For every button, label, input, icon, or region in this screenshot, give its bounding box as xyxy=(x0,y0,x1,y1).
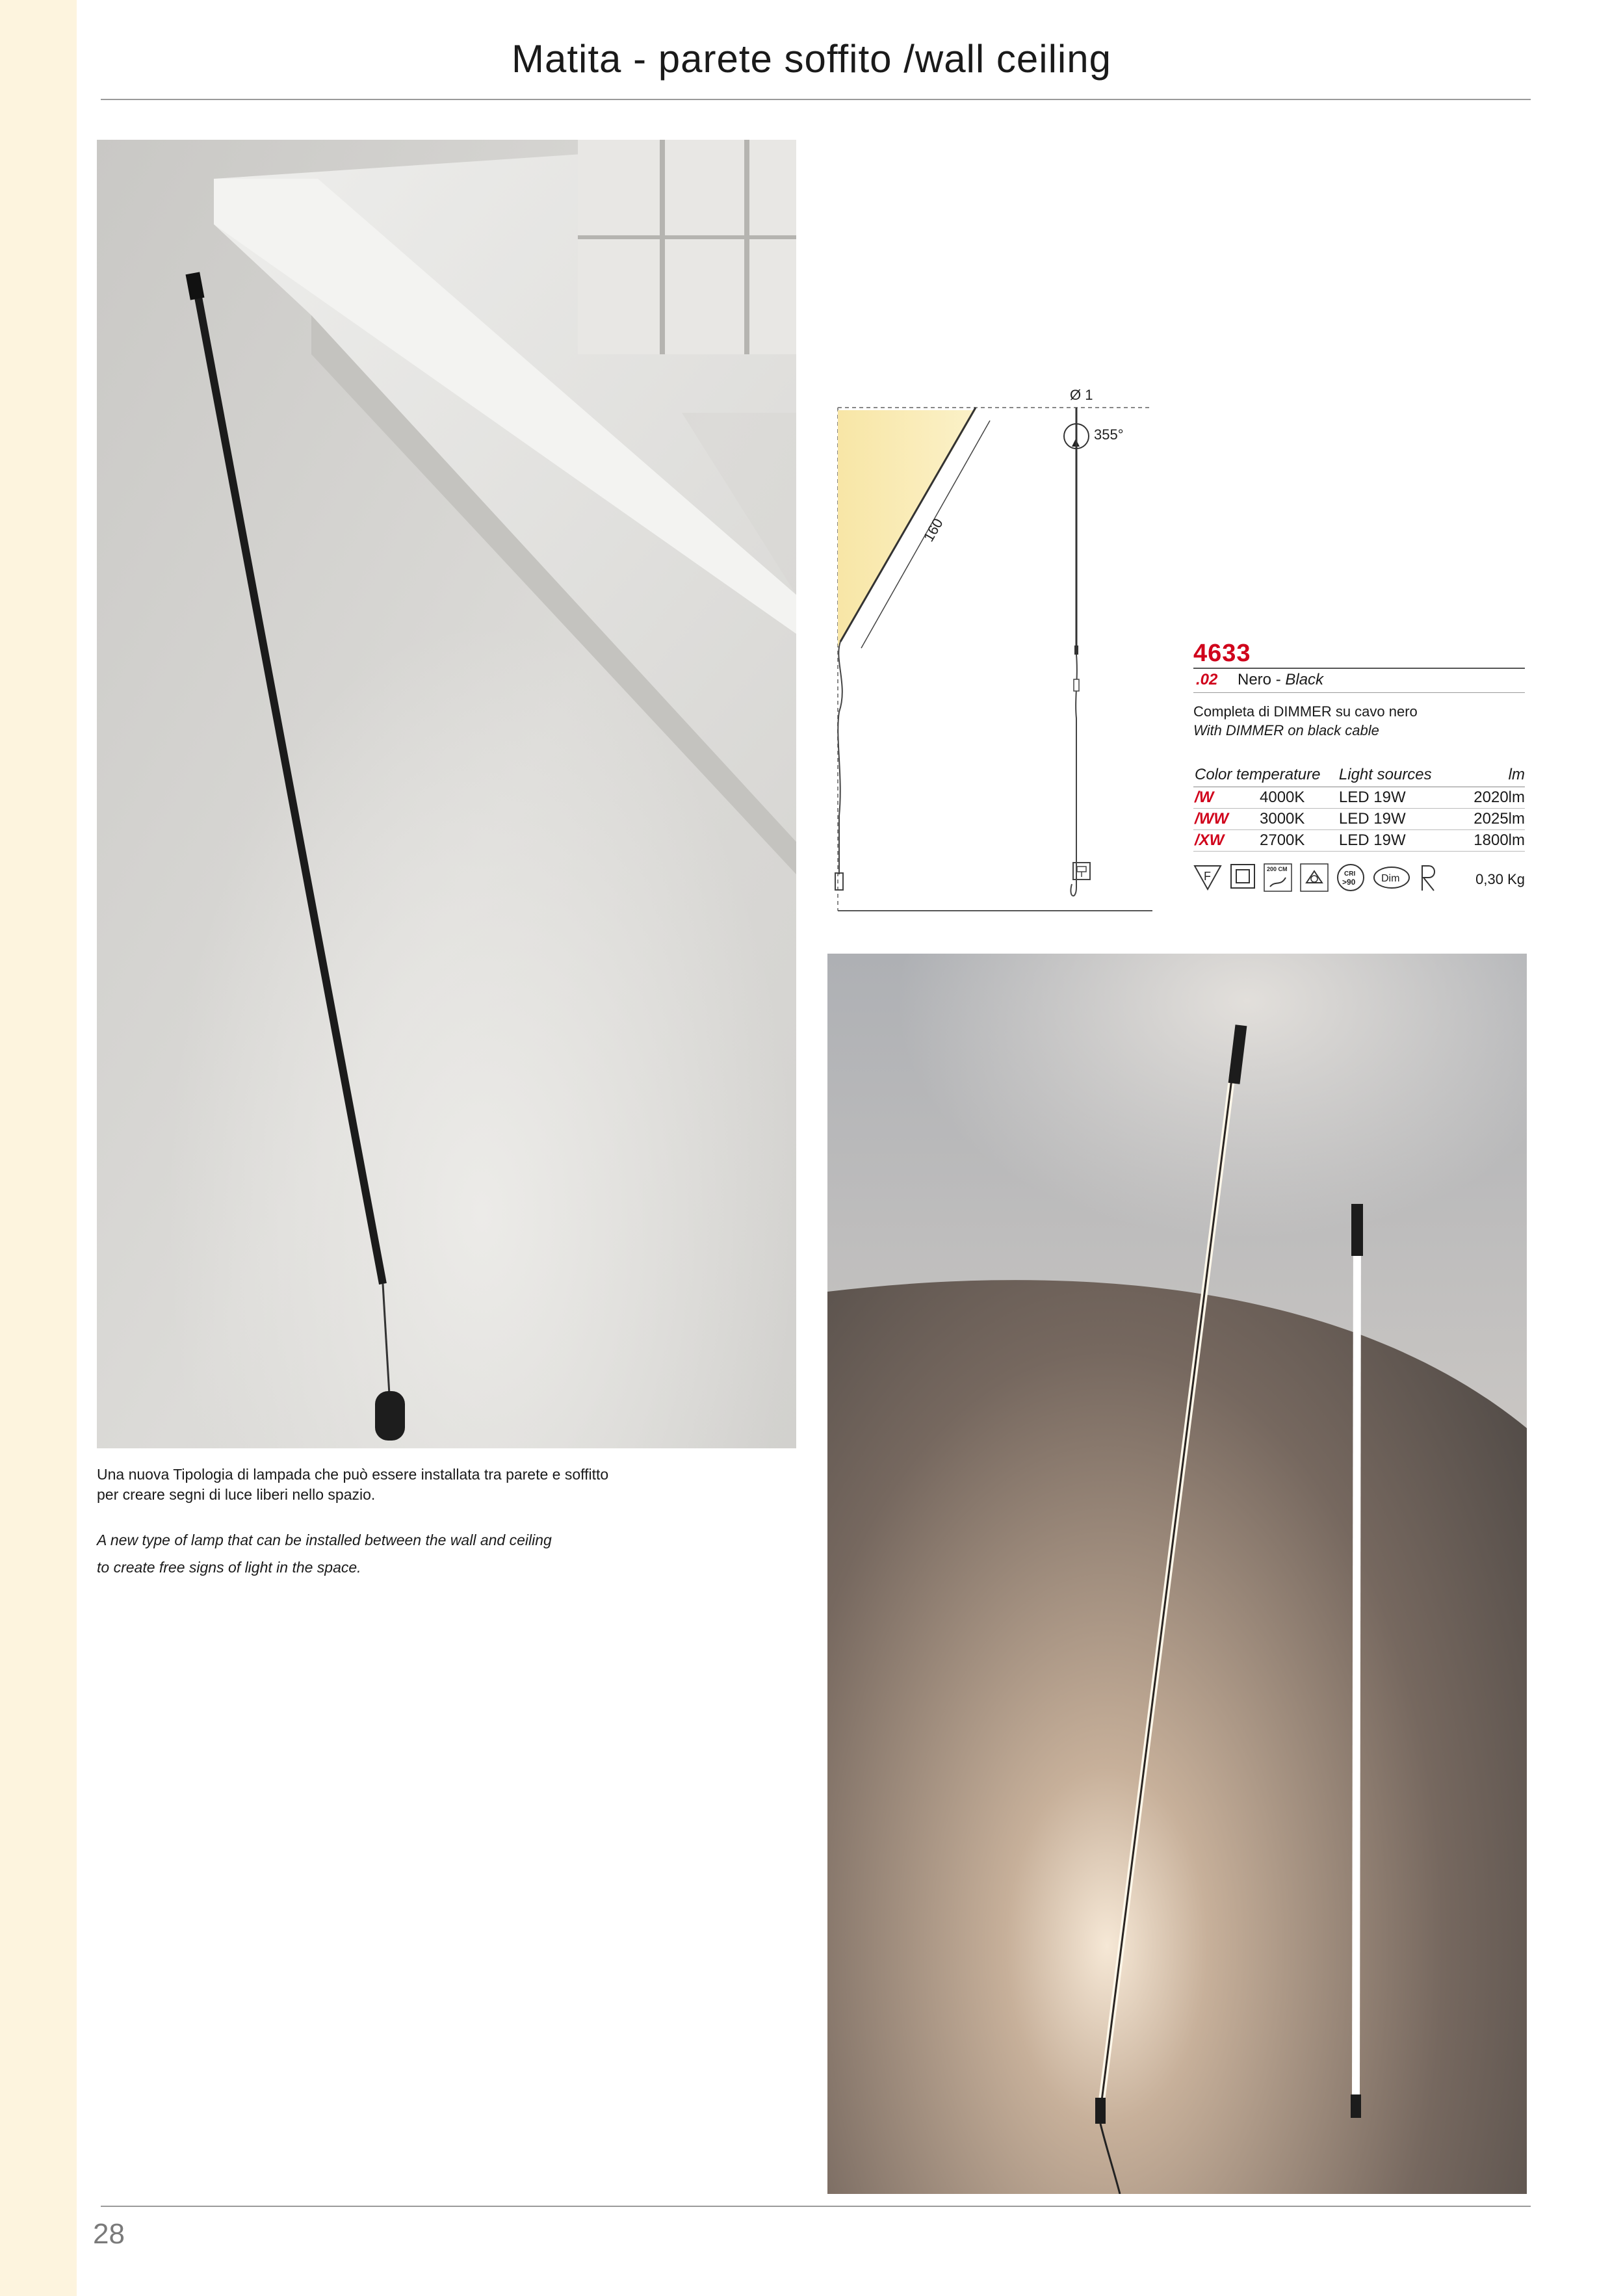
spec-table-header xyxy=(1193,766,1525,787)
description-italian xyxy=(97,1465,747,1505)
dimmable-text: Dim xyxy=(1381,873,1400,884)
product-photo-lit xyxy=(827,954,1527,2194)
cri-icon xyxy=(1336,863,1365,892)
page-number: 28 xyxy=(93,2218,125,2250)
title-subtitle: - parete soffito /wall ceiling xyxy=(621,37,1111,81)
row-source: LED 19W xyxy=(1338,787,1458,809)
header-rule xyxy=(101,99,1531,100)
driver-icon xyxy=(1420,863,1439,892)
description-it-line-2: per creare segni di luce liberi nello spazio. xyxy=(97,1486,376,1503)
length-dimension: 160 xyxy=(920,515,946,545)
variant-name xyxy=(1238,671,1323,689)
cri-value: >90 xyxy=(1342,878,1356,887)
table-row xyxy=(1193,830,1525,852)
cri-label: CRI xyxy=(1344,870,1356,878)
row-suffix: /WW xyxy=(1193,809,1258,830)
variant-name-en: Black xyxy=(1285,671,1324,688)
product-code: 4633 xyxy=(1193,640,1251,667)
product-spec xyxy=(1193,640,1525,896)
row-temp: 3000K xyxy=(1258,809,1338,830)
title-brand: Matita xyxy=(512,37,622,81)
description-english xyxy=(97,1526,747,1581)
variant-name-it: Nero xyxy=(1238,671,1272,688)
technical-drawing xyxy=(834,374,1172,921)
row-temp: 4000K xyxy=(1258,787,1338,809)
double-insulation-icon xyxy=(1230,863,1256,889)
description-it-line-1: Una nuova Tipologia di lampada che può essere installata tra parete e soffitto xyxy=(97,1466,609,1483)
page-title xyxy=(0,36,1623,81)
product-photo-installed xyxy=(97,140,796,1448)
cable-length-text: 200 CM xyxy=(1267,866,1288,872)
dimmer-note-it: Completa di DIMMER su cavo nero xyxy=(1193,703,1418,720)
header-lm: lm xyxy=(1458,766,1525,787)
header-light-sources: Light sources xyxy=(1338,766,1458,787)
table-row xyxy=(1193,809,1525,830)
cable-length-icon xyxy=(1264,863,1292,892)
row-lm: 1800lm xyxy=(1458,830,1525,852)
variant-code: .02 xyxy=(1196,671,1218,688)
row-source: LED 19W xyxy=(1338,830,1458,852)
diameter-label: Ø 1 xyxy=(1070,387,1093,403)
row-temp: 2700K xyxy=(1258,830,1338,852)
row-suffix: /W xyxy=(1193,787,1258,809)
footer-rule xyxy=(101,2206,1531,2207)
rotation-icon xyxy=(1300,863,1329,892)
row-source: LED 19W xyxy=(1338,809,1458,830)
f-mark-text: F xyxy=(1204,870,1211,883)
variant-separator: - xyxy=(1271,671,1286,688)
row-lm: 2025lm xyxy=(1458,809,1525,830)
plug-icon xyxy=(1073,863,1090,880)
dimmable-icon xyxy=(1373,866,1410,889)
certification-icons xyxy=(1193,863,1525,896)
description-en-line-1: A new type of lamp that can be installed between the wall and ceiling xyxy=(97,1532,552,1548)
row-suffix: /XW xyxy=(1193,830,1258,852)
header-color-temperature: Color temperature xyxy=(1193,766,1338,787)
dimmer-note xyxy=(1193,702,1525,740)
dimmer-note-en: With DIMMER on black cable xyxy=(1193,722,1379,738)
row-lm: 2020lm xyxy=(1458,787,1525,809)
f-mark-icon xyxy=(1193,863,1222,892)
product-weight: 0,30 Kg xyxy=(1475,871,1525,887)
table-row xyxy=(1193,787,1525,809)
spec-table xyxy=(1193,766,1525,852)
side-band xyxy=(0,0,77,2296)
description-en-line-2: to create free signs of light in the space. xyxy=(97,1559,361,1576)
variant-row xyxy=(1193,668,1525,693)
rotation-label: 355° xyxy=(1094,426,1124,443)
